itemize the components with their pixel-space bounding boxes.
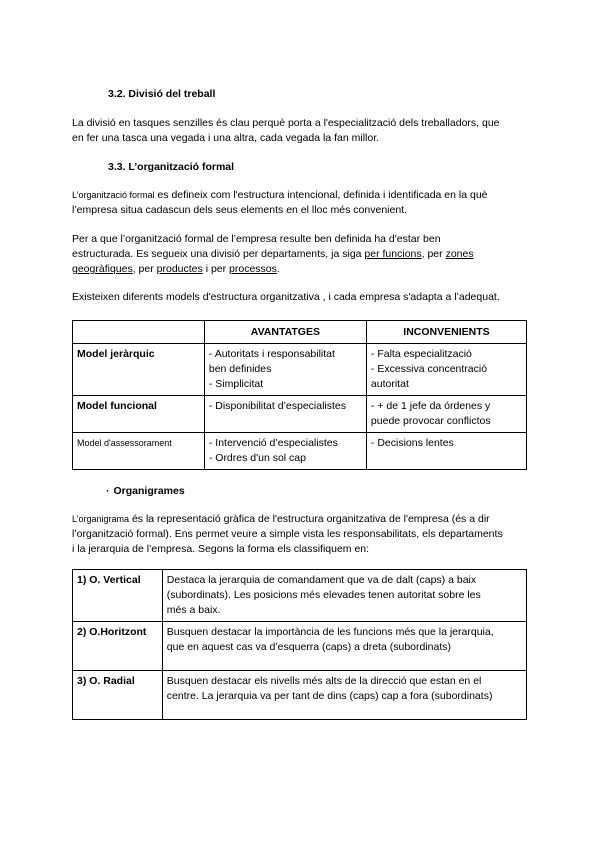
cell-line: - Autoritats i responsabilitat (208, 348, 335, 360)
paragraph-line (72, 247, 532, 262)
table-row (73, 570, 527, 622)
advantages-cell (204, 433, 366, 470)
table-header-cell: AVANTATGES (204, 321, 366, 344)
text: , per (132, 263, 157, 275)
cell-line: Busquen destacar la importància de les funcions més que la jerarquia, (166, 626, 494, 638)
paragraph-line: Per a que l’organització formal de l’empresa resulte ben definida ha d'estar ben (72, 233, 441, 245)
disadvantages-cell (366, 396, 526, 433)
disadvantages-cell (366, 433, 526, 470)
paragraph-line (72, 188, 532, 203)
table-row (73, 433, 527, 470)
link-zones[interactable]: zones (445, 248, 474, 260)
advantages-cell (204, 396, 366, 433)
term-organitzacio-formal: L’organització formal (72, 190, 155, 200)
organigrames-paragraph (72, 512, 542, 557)
cell-line: més a baix. (166, 604, 221, 616)
cell-line: (subordinats). Les posicions més elevades tenen autoritat sobre les (166, 589, 481, 601)
cell-line: - Excessiva concentració (370, 363, 488, 375)
cell-line: que en aquest cas va d’esquerra (caps) a dreta (subordinats) (166, 641, 452, 653)
section-3-3-paragraph-2 (72, 232, 532, 277)
org-type-name-cell: 3) O. Radial (73, 671, 163, 720)
link-processos[interactable]: processos (229, 263, 277, 275)
org-type-desc-cell (162, 622, 526, 671)
text: es defineix com l'estructura intencional, definida i identificada en la què (154, 189, 488, 201)
cell-line: ben definides (208, 363, 272, 375)
org-type-name-cell: 2) O.Horitzont (73, 622, 163, 671)
cell-line: - Simplicitat (208, 378, 264, 390)
text: és la representació gràfica de l'estructura organitzativa de l'empresa (és a dir (129, 513, 490, 525)
organigram-types-table (72, 569, 527, 720)
org-type-desc-cell (162, 671, 526, 720)
table-row (73, 622, 527, 671)
text: estructurada. Es segueix una divisió per departaments, ja siga (72, 248, 365, 260)
section-3-3-paragraph-3: Existeixen diferents models d'estructura organitzativa , i cada empresa s'adapta a l’adequat. (72, 291, 500, 303)
advantages-cell (204, 344, 366, 396)
cell-line: - Ordres d'un sol cap (208, 452, 306, 464)
table-header-cell: INCONVENIENTS (366, 321, 526, 344)
table-header-cell (73, 321, 205, 344)
cell-line: - Decisions lentes (370, 437, 454, 449)
term-organigrama: L’organigrama (72, 514, 130, 524)
section-heading-3-2: 3.2. Divisió del treball (108, 88, 216, 100)
text: , per (421, 248, 446, 260)
model-name-cell: Model jeràrquic (73, 344, 205, 396)
org-type-name-cell: 1) O. Vertical (73, 570, 163, 622)
organigrames-heading (106, 484, 185, 499)
org-type-desc-cell (162, 570, 526, 622)
disadvantages-cell (366, 344, 526, 396)
table-row (73, 344, 527, 396)
link-geografiques[interactable]: geogràfiques (72, 263, 133, 275)
section-3-3-paragraph-1 (72, 188, 532, 218)
bullet-dot-icon: · (106, 485, 110, 497)
cell-line: - + de 1 jefe da órdenes y (370, 400, 491, 412)
models-table (72, 320, 527, 470)
cell-line: autoritat (370, 378, 409, 390)
paragraph-line (72, 262, 532, 277)
link-per-funcions[interactable]: per funcions (364, 248, 422, 260)
section-heading-3-3: 3.3. L’organització formal (108, 161, 235, 173)
paragraph-line: La divisió en tasques senzilles és clau perquè porta a l'especialització dels treballadors, que (72, 117, 500, 129)
cell-line: - Falta especialització (370, 348, 472, 360)
cell-line: Busquen destacar els nivells més alts de la direcció que estan en el (166, 675, 482, 687)
model-name-cell: Model funcional (73, 396, 205, 433)
section-3-2-paragraph (72, 116, 532, 146)
organigrames-title: Organigrames (113, 485, 185, 497)
cell-line: puede provocar conflictos (370, 415, 491, 427)
table-row (73, 396, 527, 433)
cell-line: centre. La jerarquia va per tant de dins (caps) cap a fora (subordinats) (166, 690, 493, 702)
cell-line: - Intervenció d’especialistes (208, 437, 338, 449)
text: . (276, 263, 280, 275)
link-productes[interactable]: productes (156, 263, 203, 275)
table-row (73, 671, 527, 720)
paragraph-line: l’empresa situa cadascun dels seus elements en el lloc més convenient. (72, 204, 408, 216)
paragraph-line (72, 512, 542, 527)
table-header-row (73, 321, 527, 344)
model-name-cell: Model d'assessorament (73, 433, 205, 470)
cell-line: Destaca la jerarquia de comandament que va de dalt (caps) a baix (166, 574, 477, 586)
cell-line: - Disponibilitat d’especialistes (208, 400, 347, 412)
paragraph-line: l’organització formal). Ens permet veure a simple vista les responsabilitats, els departaments (72, 528, 503, 540)
paragraph-line: en fer una tasca una vegada i una altra, cada vegada la fan millor. (72, 132, 380, 144)
text: i per (202, 263, 230, 275)
paragraph-line: i la jerarquia de l’empresa. Segons la forma els classifiquem en: (72, 543, 370, 555)
